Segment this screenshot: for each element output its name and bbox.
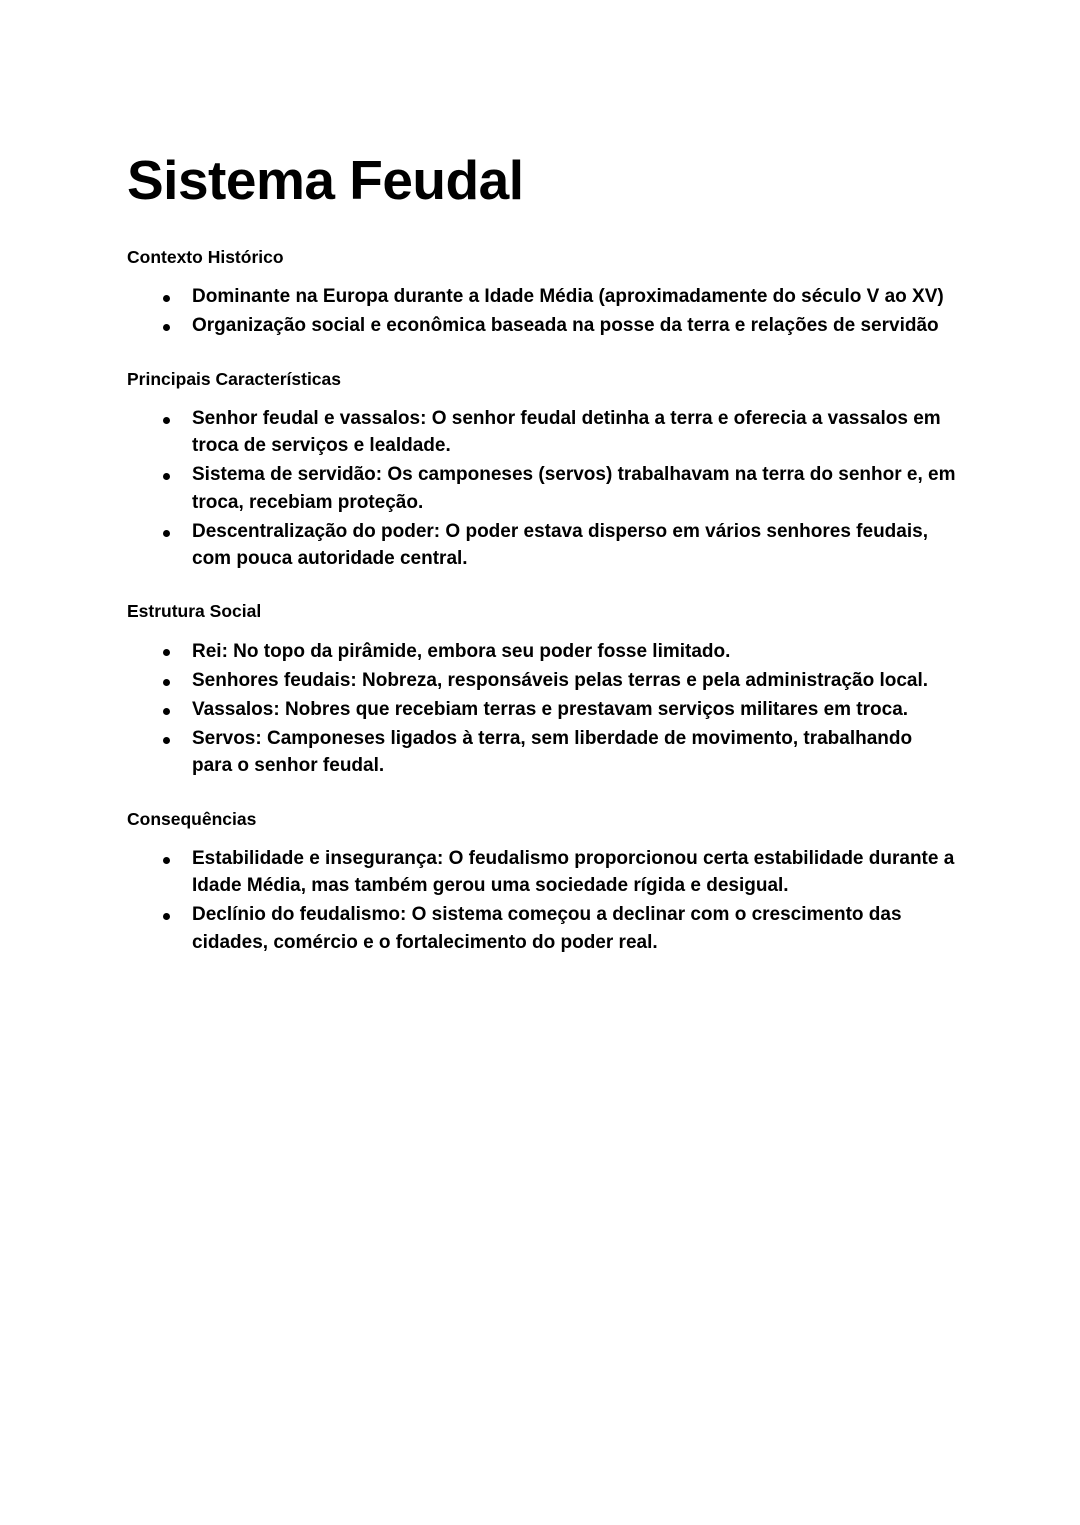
bullet-dot-icon [163,473,170,480]
list-item [127,638,957,665]
list-item-text: Estabilidade e insegurança: O feudalismo proporcionou certa estabilidade durante a Idade Média, mas também gerou uma sociedade rígida e desigual. [192,848,955,897]
bullet-list [127,638,957,780]
list-item-text: Sistema de servidão: Os camponeses (servos) trabalhavam na terra do senhor e, em troca, recebiam proteção. [192,464,956,513]
list-item [127,725,957,779]
page-title: Sistema Feudal [127,149,524,211]
bullet-dot-icon [163,708,170,715]
section-heading: Principais Características [127,368,342,389]
list-item [127,461,957,515]
document-body [127,150,957,960]
list-item [127,901,957,955]
list-item [127,312,957,339]
list-item-text: Servos: Camponeses ligados à terra, sem liberdade de movimento, trabalhando para o senhor feudal. [192,728,913,777]
bullet-list [127,845,957,956]
bullet-dot-icon [163,649,170,656]
section-heading: Consequências [127,808,257,829]
document-section [127,808,957,956]
bullet-dot-icon [163,737,170,744]
list-item-text: Senhores feudais: Nobreza, responsáveis pelas terras e pela administração local. [192,669,929,691]
bullet-dot-icon [163,324,170,331]
list-item-text: Vassalos: Nobres que recebiam terras e prestavam serviços militares em troca. [192,699,909,721]
list-item-text: Dominante na Europa durante a Idade Média (aproximadamente do século V ao XV) [192,286,944,308]
bullet-list [127,283,957,339]
bullet-dot-icon [163,295,170,302]
document-section [127,368,957,573]
list-item-text: Organização social e econômica baseada na posse da terra e relações de servidão [192,315,939,337]
list-item-text: Descentralização do poder: O poder estava disperso em vários senhores feudais, com pouca autoridade central. [192,520,928,569]
document-section [127,600,957,779]
list-item [127,283,957,310]
bullet-dot-icon [163,530,170,537]
bullet-dot-icon [163,857,170,864]
list-item [127,405,957,459]
list-item [127,845,957,899]
bullet-dot-icon [163,679,170,686]
list-item [127,667,957,694]
section-heading: Contexto Histórico [127,246,284,267]
document-section [127,246,957,340]
bullet-list [127,405,957,572]
bullet-dot-icon [163,913,170,920]
sections-container [127,246,957,956]
list-item [127,696,957,723]
list-item-text: Declínio do feudalismo: O sistema começou a declinar com o crescimento das cidades, comércio e o fortalecimento do poder real. [192,904,902,953]
list-item-text: Rei: No topo da pirâmide, embora seu poder fosse limitado. [192,640,731,662]
list-item-text: Senhor feudal e vassalos: O senhor feudal detinha a terra e oferecia a vassalos em troca de serviços e lealdade. [192,408,941,457]
bullet-dot-icon [163,417,170,424]
section-heading: Estrutura Social [127,601,262,622]
list-item [127,518,957,572]
